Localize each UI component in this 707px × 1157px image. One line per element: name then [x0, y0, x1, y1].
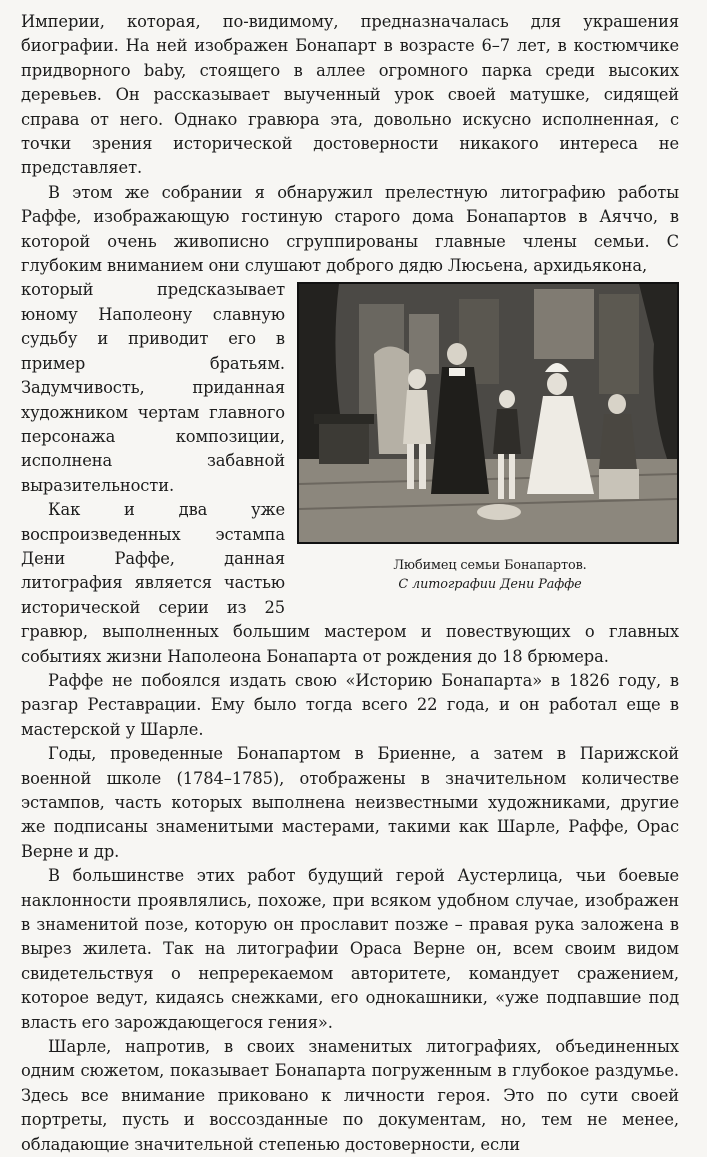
figure-caption [297, 556, 683, 594]
caption-title: Любимец семьи Бонапартов. [393, 558, 587, 574]
paragraph: Шарле, напротив, в своих знаменитых литографиях, объединенных одним сюжетом, показывает Бонапарта погруженным в глубокое раздумье. Здесь все внимание приковано к личности героя. Это по сути своей портреты, пусть и воссозданные по документам, но, тем не менее, обладающие значительной степенью достоверности, если [21, 1037, 679, 1154]
figure [297, 282, 683, 594]
paragraph: Империи, которая, по-видимому, предназначалась для украшения биографии. На ней изображен Бонапарт в возрасте 6–7 лет, в костюмчике придворного baby, стоящего в аллее огромного парка среди высоких деревьев. Он рассказывает выученный урок своей матушке, сидящей справа от него. Однако гравюра эта, довольно искусно исполненная, с точки зрения исторической достоверности никакого интереса не представляет. [21, 12, 679, 178]
paragraph: Как и два уже воспроизведенных эстампа Дени Раффе, данная литография является частью исторической серии из 25 гравюр, выполненных большим мастером и повествующих о главных событиях жизни Наполеона Бонапарта от рождения до 18 брюмера. [21, 500, 679, 666]
paragraph: Раффе не побоялся издать свою «Историю Бонапарта» в 1826 году, в разгар Реставрации. Ему было тогда всего 22 года, и он работал еще в мастерской у Шарле. [21, 670, 679, 739]
caption-source: С литографии Дени Раффе [398, 577, 582, 593]
lithograph-illustration [297, 282, 679, 544]
paragraph: который предсказывает юному Наполеону славную судьбу и приводит его в пример братьям. Задумчивость, приданная художником чертам главного персонажа композиции, исполнена забавной выразительности. [21, 280, 285, 495]
body-text [21, 10, 679, 1157]
paragraph: Годы, проведенные Бонапартом в Бриенне, а затем в Парижской военной школе (1784–1785), отображены в значительном количестве эстампов, часть которых выполнена неизвестными художниками, другие же подписаны знаменитыми мастерами, такими как Шарле, Раффе, Орас Верне и др. [21, 744, 679, 861]
paragraph: В большинстве этих работ будущий герой Аустерлица, чьи боевые наклонности проявлялись, похоже, при всяком удобном случае, изображен в знаменитой позе, которую он прославит позже – правая рука заложена в вырез жилета. Так на литографии Ораса Верне он, всем своим видом свидетельствуя о непререкаемом авторитете, командует сражением, которое ведут, кидаясь снежками, его однокашники, «уже подпавшие под власть его зарождающегося гения». [21, 866, 679, 1032]
paragraph: В этом же собрании я обнаружил прелестную литографию работы Раффе, изображающую гостиную старого дома Бонапартов в Аяччо, в которой очень живописно сгруппированы главные члены семьи. С глубоким вниманием они слушают доброго дядю Люсьена, архидьякона, [21, 182, 679, 276]
